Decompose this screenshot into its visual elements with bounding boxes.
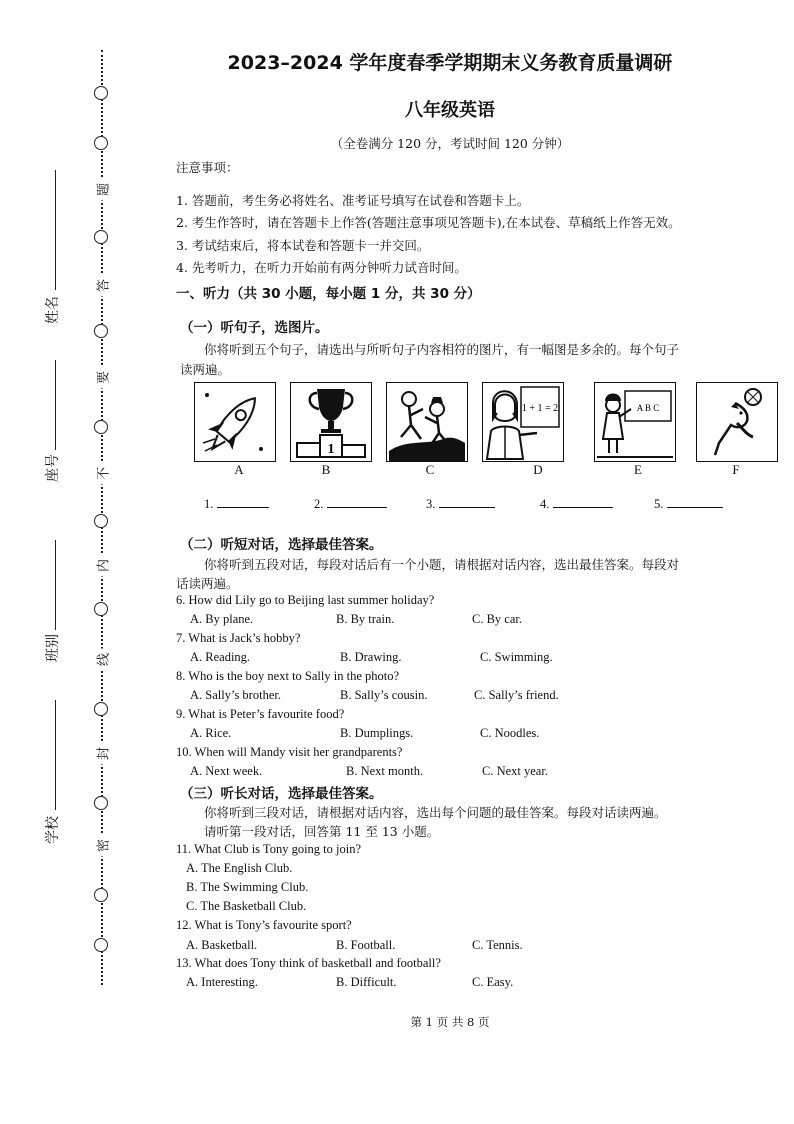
rocket-image (194, 382, 276, 462)
notice-item: 2. 考生作答时，请在答题卡上作答(答题注意事项见答题卡),在本试卷、草稿纸上作答无效。 (176, 215, 681, 230)
section2-instruction-cont: 话读两遍。 (176, 576, 239, 591)
part1-heading: 一、听力（共 30 小题，每小题 1 分，共 30 分） (176, 286, 481, 302)
blank-line (667, 497, 723, 508)
binding-ring (94, 602, 108, 616)
option-c[interactable]: C. The Basketball Club. (186, 899, 307, 913)
picture-letter: C (425, 462, 435, 477)
answer-blank-2[interactable] (314, 497, 387, 512)
question-text: 12. What is Tony’s favourite sport? (176, 918, 352, 932)
picture-letter: F (732, 462, 740, 477)
option-a[interactable]: A. By plane. (190, 612, 254, 626)
section2-instruction: 你将听到五段对话，每段对话后有一个小题，请根据对话内容，选出最佳答案。每段对 (204, 557, 680, 572)
option-a[interactable]: A. The English Club. (186, 861, 293, 875)
option-b[interactable]: B. Football. (336, 938, 396, 952)
seat-line (55, 360, 56, 450)
class-line (55, 540, 56, 630)
picture-row (194, 382, 774, 462)
option-b[interactable]: B. The Swimming Club. (186, 880, 309, 894)
option-c[interactable]: C. Tennis. (472, 938, 523, 952)
blank-number: 2. (314, 497, 324, 511)
binding-ring (94, 136, 108, 150)
notice-heading: 注意事项： (176, 160, 239, 175)
option-b[interactable]: B. By train. (336, 612, 395, 626)
section3-heading: （三）听长对话，选择最佳答案。 (180, 786, 383, 802)
cat-ball-image (696, 382, 778, 462)
school-line (55, 700, 56, 810)
blank-line (327, 497, 387, 508)
board-equation: 1 + 1 = 2 (521, 403, 559, 414)
binding-ring (94, 324, 108, 338)
question-text: 8. Who is the boy next to Sally in the photo? (176, 669, 400, 683)
blank-number: 4. (540, 497, 550, 511)
score-note: （全卷满分 120 分，考试时间 120 分钟） (330, 136, 570, 151)
page-number: 第 1 页 共 8 页 (410, 1015, 490, 1029)
notice-item: 1. 答题前，考生务必将姓名、准考证号填写在试卷和答题卡上。 (176, 193, 530, 208)
option-b[interactable]: B. Next month. (346, 764, 424, 778)
trophy-image (290, 382, 372, 462)
blank-number: 1. (204, 497, 214, 511)
option-c[interactable]: C. Noodles. (480, 726, 540, 740)
notice-item: 3. 考试结束后，将本试卷和答题卡一并交回。 (176, 238, 430, 253)
binding-word: 密 (93, 835, 112, 857)
school-label: 学校 (45, 816, 61, 844)
blank-line (439, 497, 495, 508)
option-c[interactable]: C. By car. (472, 612, 522, 626)
children-climbing-image (386, 382, 468, 462)
picture-letter: B (321, 462, 331, 477)
option-b[interactable]: B. Difficult. (336, 975, 397, 989)
section1-instruction-cont: 读两遍。 (180, 362, 231, 377)
section2-heading: （二）听短对话，选择最佳答案。 (180, 537, 383, 553)
binding-ring (94, 514, 108, 528)
question-text: 7. What is Jack’s hobby? (176, 631, 301, 645)
teacher-math-image (482, 382, 564, 462)
class-label: 班别 (45, 634, 61, 662)
binding-ring (94, 230, 108, 244)
blank-number: 5. (654, 497, 664, 511)
binding-word: 封 (93, 743, 112, 765)
option-a[interactable]: A. Interesting. (186, 975, 258, 989)
option-a[interactable]: A. Next week. (190, 764, 263, 778)
blank-number: 3. (426, 497, 436, 511)
question-text: 6. How did Lily go to Beijing last summer holiday? (176, 593, 435, 607)
board-letters: A B C (636, 403, 660, 413)
binding-ring (94, 888, 108, 902)
picture-letter: D (533, 462, 543, 477)
option-c[interactable]: C. Next year. (482, 764, 548, 778)
binding-ring (94, 86, 108, 100)
name-label: 姓名 (45, 296, 61, 324)
question-text: 11. What Club is Tony going to join? (176, 842, 362, 856)
section1-instruction: 你将听到五个句子，请选出与所听句子内容相符的图片，有一幅图是多余的。每个句子 (204, 342, 680, 357)
picture-letter: A (234, 462, 244, 477)
option-a[interactable]: A. Reading. (190, 650, 251, 664)
question-text: 9. What is Peter’s favourite food? (176, 707, 345, 721)
section3-instruction-cont: 请听第一段对话，回答第 11 至 13 小题。 (204, 824, 440, 839)
name-line (55, 170, 56, 290)
option-a[interactable]: A. Basketball. (186, 938, 258, 952)
binding-ring (94, 938, 108, 952)
option-b[interactable]: B. Sally’s cousin. (340, 688, 428, 702)
answer-blank-5[interactable] (654, 497, 723, 512)
notice-item: 4. 先考听力，在听力开始前有两分钟听力试音时间。 (176, 260, 467, 275)
exam-subtitle: 八年级英语 (405, 100, 495, 121)
girl-board-image (594, 382, 676, 462)
blank-line (217, 497, 269, 508)
binding-word: 内 (93, 555, 112, 577)
binding-word: 线 (93, 649, 112, 671)
blank-line (553, 497, 613, 508)
answer-blank-3[interactable] (426, 497, 495, 512)
option-c[interactable]: C. Easy. (472, 975, 514, 989)
answer-blank-1[interactable] (204, 497, 269, 512)
binding-ring (94, 796, 108, 810)
option-a[interactable]: A. Rice. (190, 726, 232, 740)
option-c[interactable]: C. Sally’s friend. (474, 688, 559, 702)
binding-ring (94, 702, 108, 716)
section1-heading: （一）听句子，选图片。 (180, 320, 329, 336)
seat-label: 座号 (45, 454, 61, 482)
podium-number: 1 (327, 442, 335, 457)
binding-ring (94, 420, 108, 434)
section3-instruction: 你将听到三段对话，请根据对话内容，选出每个问题的最佳答案。每段对话读两遍。 (204, 805, 667, 820)
answer-blank-4[interactable] (540, 497, 613, 512)
picture-letter: E (634, 462, 642, 477)
binding-margin (88, 50, 116, 985)
binding-word: 答 (93, 275, 112, 297)
question-text: 10. When will Mandy visit her grandparents? (176, 745, 403, 759)
option-a[interactable]: A. Sally’s brother. (190, 688, 281, 702)
exam-title: 2023–2024 学年度春季学期期末义务教育质量调研 (227, 52, 673, 74)
binding-word: 题 (93, 179, 112, 201)
option-b[interactable]: B. Drawing. (340, 650, 402, 664)
binding-word: 不 (93, 463, 112, 485)
option-c[interactable]: C. Swimming. (480, 650, 553, 664)
option-b[interactable]: B. Dumplings. (340, 726, 414, 740)
question-text: 13. What does Tony think of basketball and football? (176, 956, 441, 970)
binding-word: 要 (93, 367, 112, 389)
